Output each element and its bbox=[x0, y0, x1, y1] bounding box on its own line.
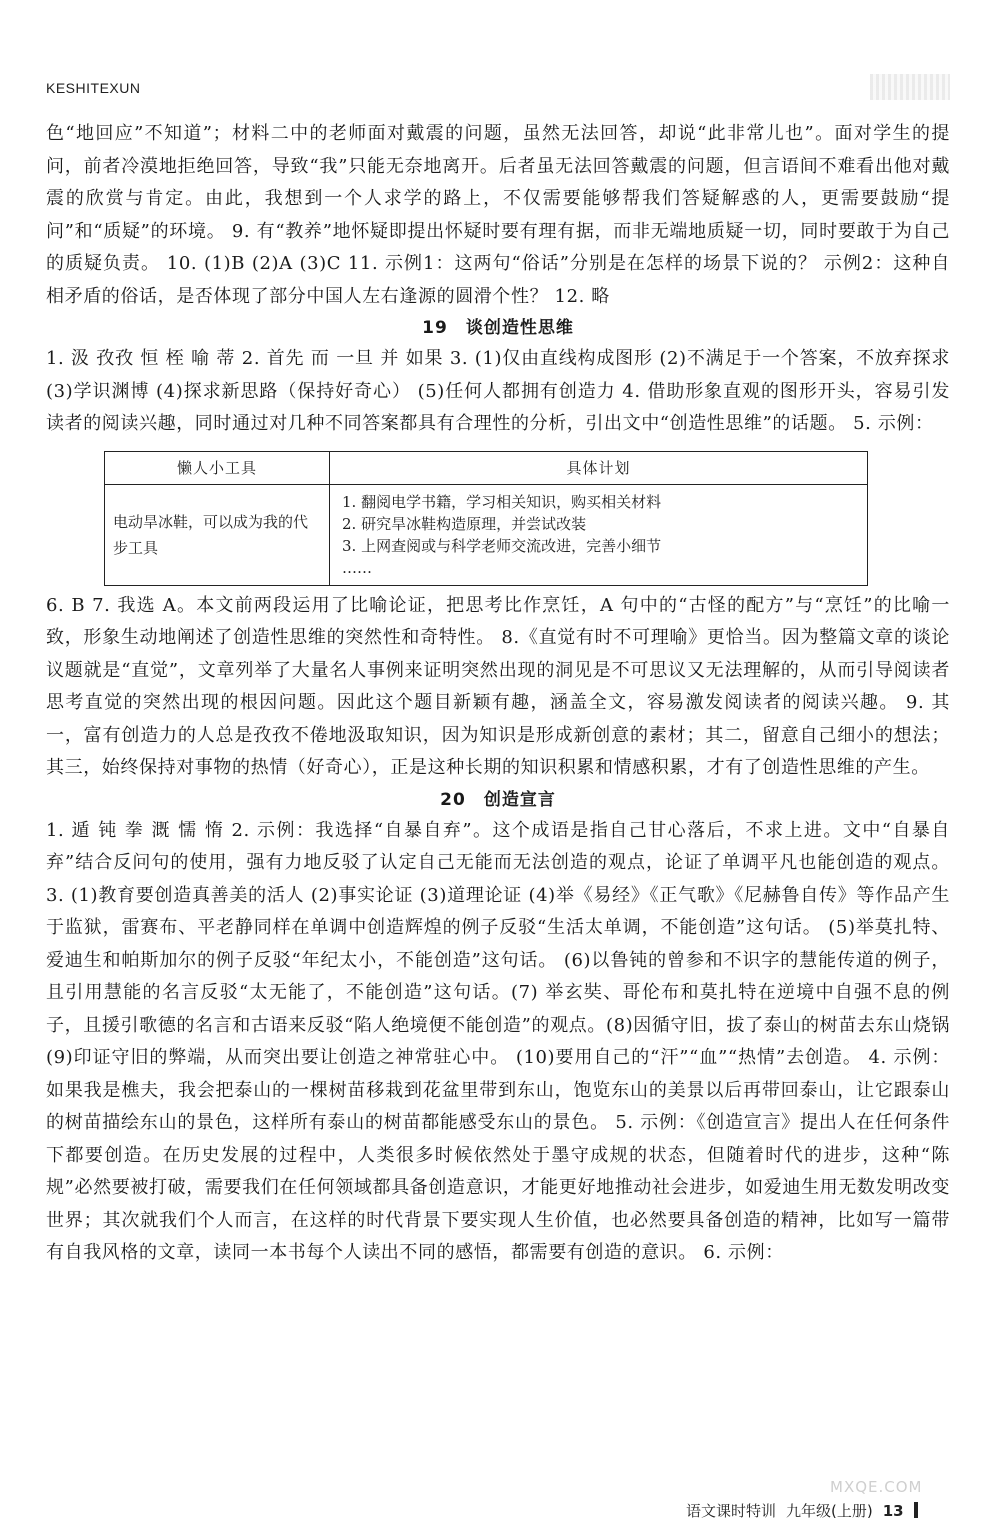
section-19-number: 19 bbox=[422, 318, 448, 338]
page-content bbox=[46, 118, 950, 1270]
plan-table-row bbox=[105, 484, 868, 585]
page-footer bbox=[686, 1500, 928, 1521]
section-19-paragraph-2: 6. B 7. 我选 A。本文前两段运用了比喻论证，把思考比作烹饪，A 句中的“古怪的配方”与“烹饪”的比喻一致，形象生动地阐述了创造性思维的突然性和奇特性。 8.《直觉有时不可理喻》更恰当。因为整篇文章的谈论议题就是“直觉”，文章列举了大量名人事例来证明突然出现的洞见是不可思议又无法理解的，从而引导阅读者思考直觉的突然出现的根因问题。因此这个题目新颖有趣，涵盖全文，容易激发阅读者的阅读兴趣。 9. 其一，富有创造力的人总是孜孜不倦地汲取知识，因为知识是形成新创意的素材；其二，留意自己细小的想法；其三，始终保持对事物的热情（好奇心），正是这种长期的知识积累和情感积累，才有了创造性思维的产生。 bbox=[46, 594, 950, 778]
plan-table-header-tool: 懒人小工具 bbox=[105, 451, 330, 484]
section-19-paragraph-1: 1. 汲 孜孜 恒 桎 喻 蒂 2. 首先 而 一旦 并 如果 3. (1)仅由直线构成图形 (2)不满足于一个答案，不放弃探求 (3)学识渊博 (4)探求新思路（保持好奇心） (5)任何人都拥有创造力 4. 借助形象直观的图形开头，容易引发读者的阅读兴趣，同时通过对几种不同答案都具有合理性的分析，引出文中“创造性思维”的话题。 5. 示例： bbox=[46, 348, 950, 434]
plan-step: 1. 翻阅电学书籍，学习相关知识，购买相关材料 bbox=[342, 492, 662, 511]
section-20-heading bbox=[46, 785, 950, 815]
page-number: 13 bbox=[882, 1502, 904, 1520]
plan-table-header-plan: 具体计划 bbox=[330, 451, 868, 484]
plan-table-plan-cell bbox=[330, 484, 868, 585]
plan-step-ellipsis: …… bbox=[342, 558, 372, 577]
intro-paragraph: 色“地回应”不知道”；材料二中的老师面对戴震的问题，虽然无法回答，却说“此非常儿也”。面对学生的提问，前者冷漠地拒绝回答，导致“我”只能无奈地离开。后者虽无法回答戴震的问题，但言语间不难看出他对戴震的欣赏与肯定。由此，我想到一个人求学的路上，不仅需要能够帮我们答疑解惑的人，更需要鼓励“提问”和“质疑”的环境。 9. 有“教养”地怀疑即提出怀疑时要有理有据，而非无端地质疑一切，同时要敢于为自己的质疑负责。 10. (1)B (2)A (3)C 11. 示例1：这两句“俗话”分别是在怎样的场景下说的？ 示例2：这种自相矛盾的俗话，是否体现了部分中国人左右逢源的圆滑个性？ 12. 略 bbox=[46, 123, 950, 307]
header-decoration bbox=[870, 74, 950, 100]
plan-step: 3. 上网查阅或与科学老师交流改进，完善小细节 bbox=[342, 536, 662, 555]
header-brand: KESHITEXUN bbox=[46, 80, 141, 96]
section-19-title: 谈创造性思维 bbox=[465, 318, 574, 338]
footer-grade: 九年级(上册) bbox=[786, 1502, 873, 1520]
section-20-number: 20 bbox=[440, 789, 466, 810]
section-19-heading bbox=[46, 313, 950, 343]
plan-table-header-row bbox=[105, 451, 868, 484]
plan-table bbox=[104, 451, 868, 586]
footer-book-title: 语文课时特训 bbox=[686, 1502, 777, 1520]
plan-step: 2. 研究旱冰鞋构造原理，并尝试改装 bbox=[342, 514, 587, 533]
plan-table-tool-cell: 电动旱冰鞋，可以成为我的代步工具 bbox=[105, 484, 330, 585]
section-20-title: 创造宣言 bbox=[483, 789, 556, 810]
section-20-paragraph: 1. 遁 钝 拳 溉 懦 惰 2. 示例：我选择“自暴自弃”。这个成语是指自己甘心落后，不求上进。文中“自暴自弃”结合反问句的使用，强有力地反驳了认定自己无能而无法创造的观点，论证了单调平凡也能创造的观点。 3. (1)教育要创造真善美的活人 (2)事实论证 (3)道理论证 (4)举《易经》《正气歌》《尼赫鲁自传》等作品产生于监狱，雷赛布、平老静同样在单调中创造辉煌的例子反驳“生活太单调，不能创造”这句话。 (5)举莫扎特、爱迪生和帕斯加尔的例子反驳“年纪太小，不能创造”这句话。 (6)以鲁钝的曾参和不识字的慧能传道的例子，且引用慧能的名言反驳“太无能了，不能创造”这句话。(7) 举玄奘、哥伦布和莫扎特在逆境中自强不息的例子，且援引歌德的名言和古语来反驳“陷人绝境便不能创造”的观点。(8)因循守旧，拔了泰山的树苗去东山烧锅 (9)印证守旧的弊端，从而突出要让创造之神常驻心中。 (10)要用自己的“汗”“血”“热情”去创造。 4. 示例：如果我是樵夫，我会把泰山的一棵树苗移栽到花盆里带到东山，饱览东山的美景以后再带回泰山，让它跟泰山的树苗描绘东山的景色，这样所有泰山的树苗都能感受东山的景色。 5. 示例：《创造宣言》提出人在任何条件下都要创造。在历史发展的过程中，人类很多时候依然处于墨守成规的状态，但随着时代的进步，这种“陈规”必然要被打破，需要我们在任何领域都具备创造意识，才能更好地推动社会进步，如爱迪生用无数发明改变世界；其次就我们个人而言，在这样的时代背景下要实现人生价值，也必然要具备创造的精神，比如写一篇带有自我风格的文章，读同一本书每个人读出不同的感悟，都需要有创造的意识。 6. 示例： bbox=[46, 819, 950, 1263]
footer-bar bbox=[914, 1502, 918, 1518]
watermark: MXQE.COM bbox=[830, 1478, 923, 1496]
